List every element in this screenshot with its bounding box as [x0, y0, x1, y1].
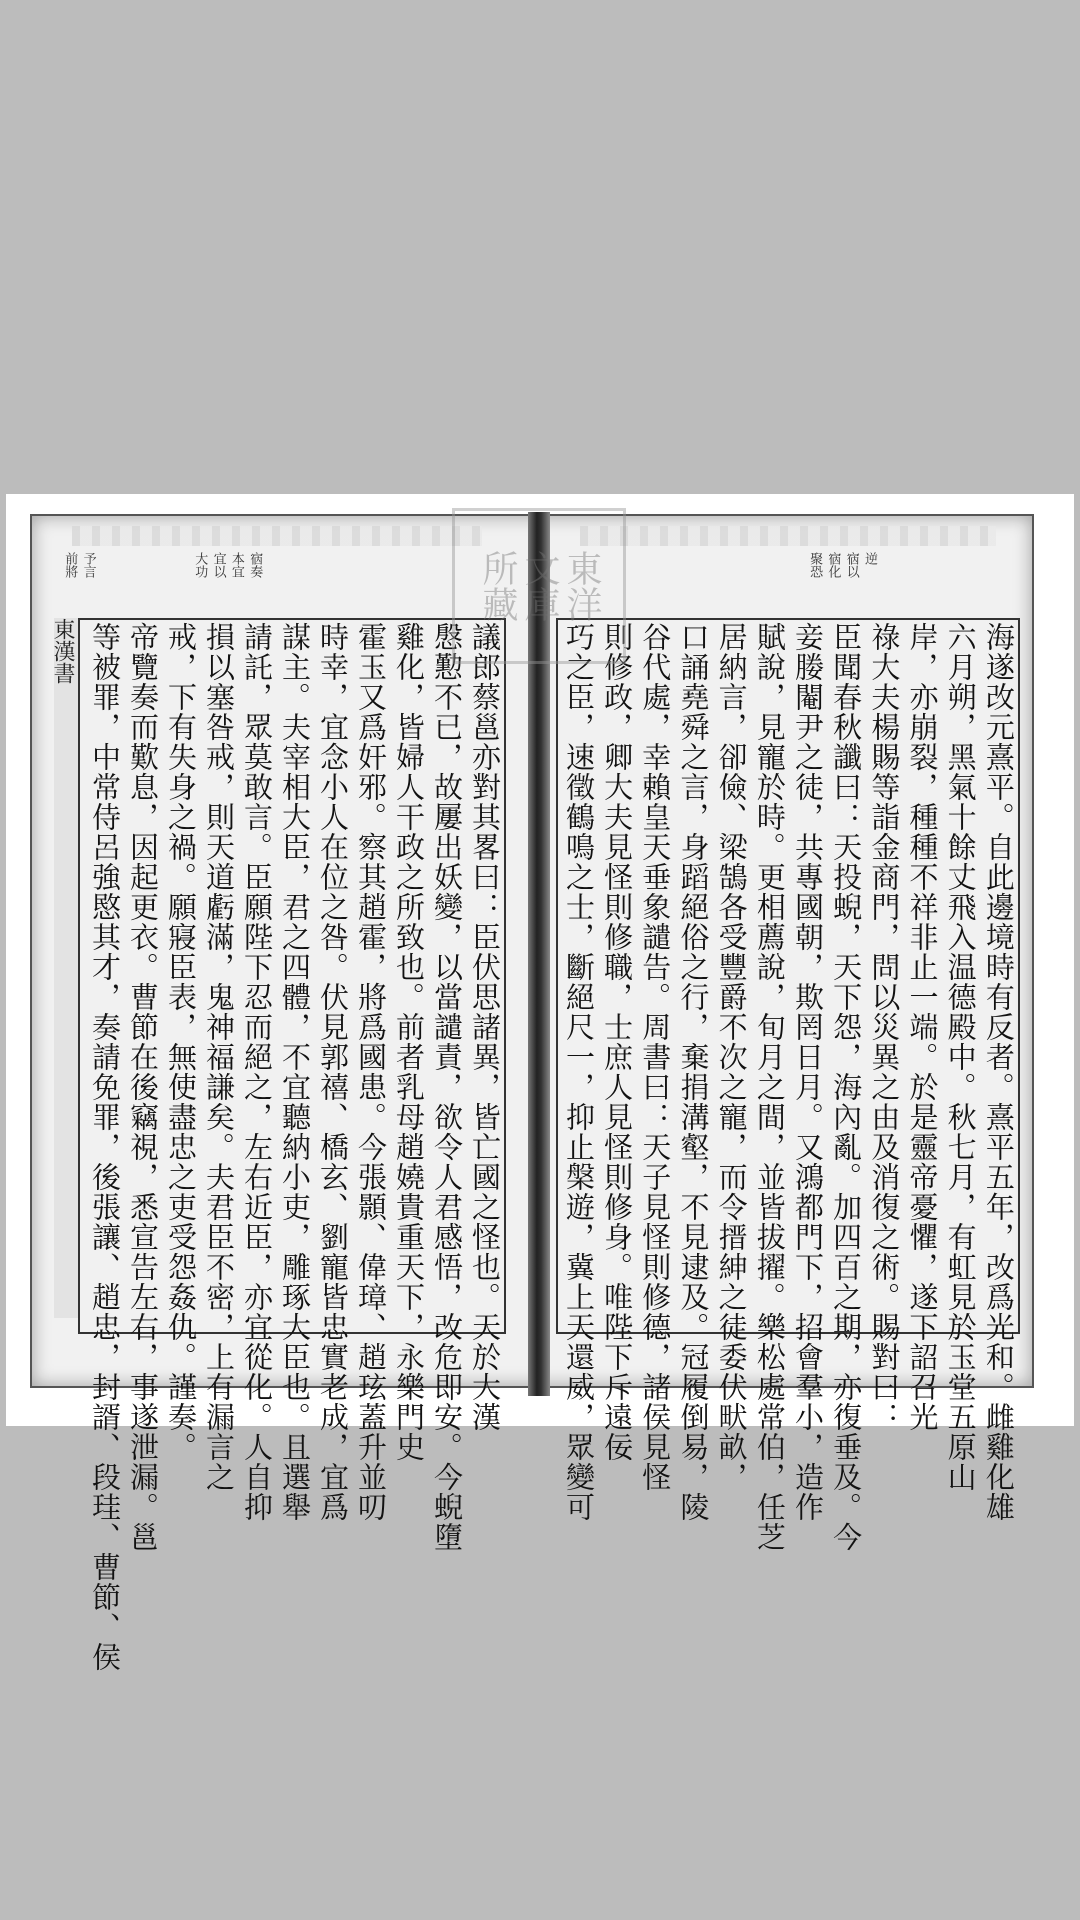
text-column: 等被罪，中常侍呂強愍其才，奏請免罪，後張讓、趙忠，封諝、段珪、曹節、侯	[87, 622, 122, 1672]
text-column: 雞化，皆婦人干政之所致也。前者乳母趙嬈貴重天下，永樂門史	[391, 622, 426, 1462]
header-note: 大功	[192, 552, 208, 578]
text-column: 口誦堯舜之言，身蹈絕俗之行，棄捐溝壑，不見逮及。冠履倒易，陵	[676, 622, 711, 1522]
text-column: 請託，眾莫敢言。臣願陛下忍而絕之，左右近臣，亦宜從化。人自抑	[239, 622, 274, 1522]
text-column: 居納言，卻儉、梁鵠各受豐爵不次之寵，而令搢紳之徒委伏畎畝，	[714, 622, 749, 1492]
header-note: 㝛化	[825, 552, 841, 578]
text-column: 慇懃不已，故屢出妖變，以當譴責，欲令人君感悟，改危即安。今蜺墮	[429, 622, 464, 1552]
right-text-columns	[560, 622, 1016, 1552]
left-header-notes	[192, 552, 261, 608]
header-note: 㝛以	[843, 552, 859, 578]
text-column: 谷代處，幸賴皇天垂象譴告。周書曰：天子見怪則修德，諸侯見怪	[638, 622, 673, 1492]
header-note: 㝛奏	[247, 552, 263, 578]
header-note: 前將	[62, 552, 78, 578]
header-note: 逆	[862, 552, 877, 565]
text-column: 帝覽奏而歎息，因起更衣。曹節在後竊視，悉宣告左右，事遂泄漏。邕	[125, 622, 160, 1552]
text-column: 霍玉又爲奸邪。察其趙霍，將爲國患。今張顥、偉璋、趙玹蓋升並叨	[353, 622, 388, 1522]
text-column: 損以塞咎戒，則天道虧滿，鬼神福謙矣。夫君臣不密，上有漏言之	[201, 622, 236, 1492]
left-text-columns	[86, 622, 502, 1672]
text-column: 海遂改元熹平。自此邊境時有反者。熹平五年，改爲光和。雌雞化雄	[981, 622, 1016, 1522]
text-column: 戒，下有失身之禍。願寢臣表，無使盡忠之吏受怨姦仇。謹奏。	[163, 622, 198, 1462]
text-column: 則修政，卿大夫見怪則修職，士庶人見怪則修身。唯陛下斥遠佞	[600, 622, 635, 1462]
right-header-notes	[807, 552, 876, 608]
spine-label: 東漢書	[54, 618, 78, 1318]
text-column: 議郎蔡邕亦對其畧曰：臣伏思諸異，皆亡國之怪也。天於大漢	[467, 622, 502, 1432]
header-note: 本宜	[228, 552, 244, 578]
seal-text: 所藏	[477, 550, 518, 622]
text-column: 時幸，宜念小人在位之咎。伏見郭禧、橋玄、劉寵皆忠實老成，宜爲	[315, 622, 350, 1522]
left-header-strip	[72, 526, 482, 546]
text-column: 妾媵閹尹之徒，共專國朝，欺罔日月。又鴻都門下，招會羣小，造作	[790, 622, 825, 1522]
library-seal-stamp	[452, 508, 626, 664]
header-note: 宜以	[210, 552, 226, 578]
seal-text: 東洋	[561, 550, 602, 622]
header-note: 予言	[80, 552, 96, 578]
seal-text: 文庫	[519, 550, 560, 622]
text-column: 賦說，見寵於時。更相薦說，旬月之間，並皆拔擢。樂松處常伯，任芝	[752, 622, 787, 1552]
left-page	[42, 522, 512, 1672]
header-note: 聚恐	[807, 552, 823, 578]
text-column: 祿大夫楊賜等詣金商門，問以災異之由及消復之術。賜對曰：	[867, 622, 902, 1432]
left-header-notes-outer	[62, 552, 95, 608]
text-column: 六月朔，黑氣十餘丈飛入温德殿中。秋七月，有虹見於玉堂五原山	[943, 622, 978, 1492]
text-column: 岸，亦崩裂，種種不祥非止一端。於是靈帝憂懼，遂下詔召光	[905, 622, 940, 1432]
right-header-strip	[580, 526, 996, 546]
text-column: 巧之臣，速徵鶴鳴之士，斷絕尺一，抑止槃遊，冀上天還威，眾變可	[561, 622, 596, 1522]
text-column: 謀主。夫宰相大臣，君之四體，不宜聽納小吏，雕琢大臣也。且選舉	[277, 622, 312, 1522]
text-column: 臣聞春秋讖曰：天投蜺，天下怨，海內亂。加四百之期，亦復垂及。今	[829, 622, 864, 1552]
